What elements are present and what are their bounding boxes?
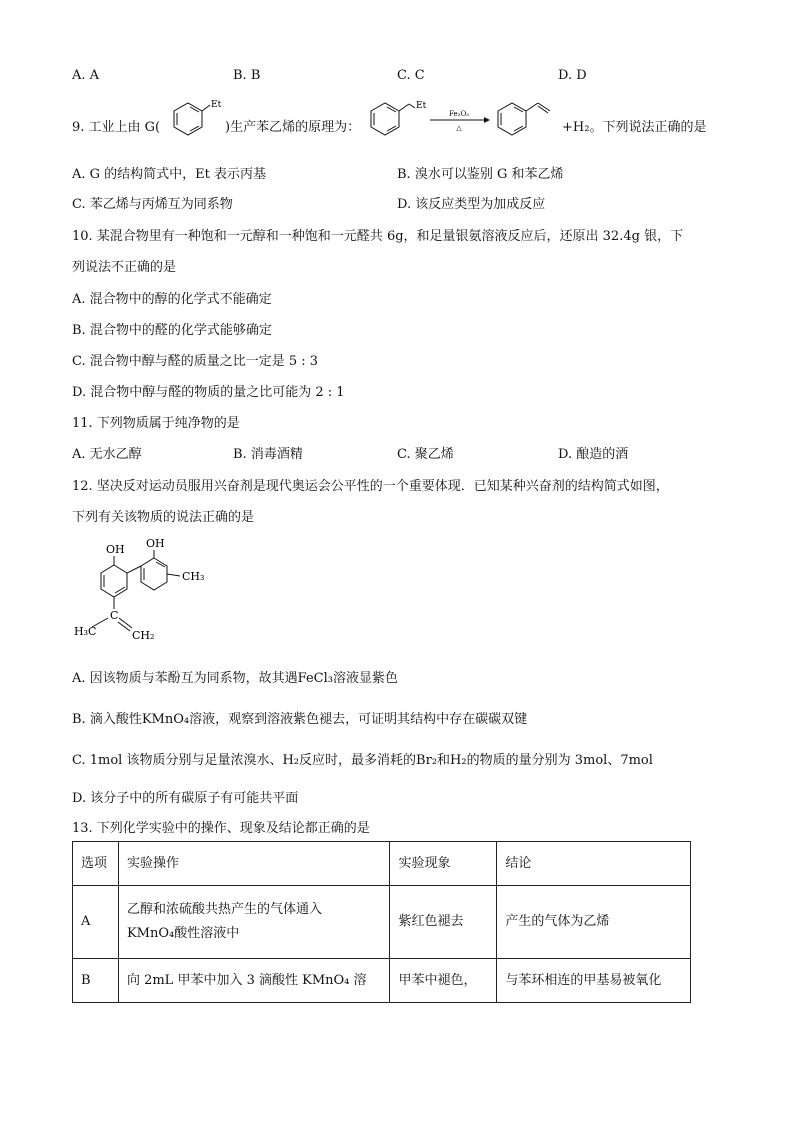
fecl3-formula: FeCl₃: [297, 671, 333, 686]
q9-middle: )生产苯乙烯的原理为：: [225, 120, 361, 135]
row-a-operation-line-2: KMnO₄酸性溶液中: [126, 926, 240, 941]
q12-option-c-and: 和: [437, 753, 451, 768]
stimulant-structure: [70, 535, 230, 647]
q12-option-c-post: 的物质的量分别为 3mol、7mol: [466, 753, 653, 768]
q12-option-c-mid: 反应时，最多消耗的: [299, 753, 417, 768]
q12-option-c-pre: C. 1mol 该物质分别与足量浓溴水、: [72, 753, 283, 768]
row-b-phenomenon: 甲苯中褪色，: [390, 959, 497, 1003]
q8-option-b: B. B: [233, 68, 261, 83]
q11-option-b: B. 消毒酒精: [233, 447, 303, 462]
kmno4-formula: KMnO₄: [141, 712, 190, 727]
row-a-phenomenon: 紫红色褪去: [390, 886, 497, 959]
oh-label-left: OH: [106, 543, 125, 556]
header-operation: 实验操作: [118, 842, 390, 886]
q10-option-d: D. 混合物中醇与醛的物质的量之比可能为 2 : 1: [72, 385, 345, 400]
q9-option-a: A. G 的结构简式中，Et 表示丙基: [72, 167, 267, 182]
q9-option-d: D. 该反应类型为加成反应: [397, 197, 546, 212]
q9-option-c: C. 苯乙烯与丙烯互为同系物: [72, 197, 233, 212]
table-header-row: [73, 842, 691, 886]
header-conclusion: 结论: [497, 842, 691, 886]
ch3-label: CH₃: [182, 570, 205, 583]
row-a-operation: [118, 886, 390, 959]
ethylbenzene-structure: [365, 97, 431, 145]
et-label-2: Et: [416, 101, 427, 111]
row-b-option: B: [73, 959, 119, 1003]
q11-option-a: A. 无水乙醇: [72, 447, 142, 462]
table-row: [73, 959, 691, 1003]
q9-prefix: 9. 工业上由 G(: [72, 120, 161, 135]
q12-stem-2: 下列有关该物质的说法正确的是: [72, 510, 255, 525]
row-a-option: A: [73, 886, 119, 959]
q13-stem: 13. 下列化学实验中的操作、现象及结论都正确的是: [72, 821, 370, 836]
q10-stem-1: 10. 某混合物里有一种饱和一元醇和一种饱和一元醛共 6g，和足量银氨溶液反应后，还原出 32.4g 银，下: [72, 229, 684, 244]
q11-stem: 11. 下列物质属于纯净物的是: [72, 416, 240, 431]
styrene-structure: [492, 97, 560, 145]
table-row: [73, 886, 691, 959]
row-b-conclusion: 与苯环相连的甲基易被氧化: [497, 959, 691, 1003]
row-b-operation: 向 2mL 甲苯中加入 3 滴酸性 KMnO₄ 溶: [118, 959, 390, 1003]
q8-option-c: C. C: [397, 68, 425, 83]
c-label: C: [110, 609, 119, 622]
q12-option-a-post: 溶液显紫色: [332, 671, 398, 686]
reaction-arrow: [428, 107, 490, 135]
q10-option-a: A. 混合物中的醇的化学式不能确定: [72, 292, 272, 307]
q8-option-d: D. D: [558, 68, 587, 83]
ch2-label: CH₂: [132, 629, 155, 642]
experiment-table: [72, 841, 691, 1003]
q12-option-b-post: 溶液，观察到溶液紫色褪去，可证明其结构中存在碳碳双键: [189, 712, 528, 727]
q9-stem: [0, 95, 794, 155]
q8-options: [0, 68, 794, 86]
oh-label-right: OH: [146, 537, 165, 550]
br2-formula: Br₂: [416, 753, 438, 768]
q12-option-d: D. 该分子中的所有碳原子有可能共平面: [72, 791, 299, 806]
header-option: 选项: [73, 842, 119, 886]
row-a-conclusion: 产生的气体为乙烯: [497, 886, 691, 959]
q12-option-b: [72, 708, 527, 727]
h2-formula: H₂: [282, 753, 300, 768]
q9-suffix: +H₂。下列说法正确的是: [562, 120, 707, 135]
q10-option-b: B. 混合物中的醛的化学式能够确定: [72, 323, 272, 338]
q11-option-c: C. 聚乙烯: [397, 447, 454, 462]
q12-stem-1: 12. 坚决反对运动员服用兴奋剂是现代奥运会公平性的一个重要体现．已知某种兴奋剂的结构简式如图，: [72, 479, 669, 494]
q12-option-c: [72, 749, 653, 768]
catalyst-label: Fe₂O₃: [449, 110, 469, 118]
et-label: Et: [211, 100, 222, 110]
q8-option-a: A. A: [72, 68, 100, 83]
heat-label: △: [456, 124, 462, 132]
q11-options: [0, 443, 794, 461]
q9-option-b: B. 溴水可以鉴别 G 和苯乙烯: [397, 167, 564, 182]
q12-option-a: [72, 667, 398, 686]
q11-option-d: D. 酿造的酒: [558, 447, 629, 462]
header-phenomenon: 实验现象: [390, 842, 497, 886]
h3c-label: H₃C: [74, 625, 97, 638]
q12-option-b-pre: B. 滴入酸性: [72, 712, 142, 727]
row-a-operation-line-1: 乙醇和浓硫酸共热产生的气体通入: [126, 902, 322, 917]
h2-formula-2: H₂: [450, 753, 467, 768]
ethylbenzene-structure-g: [154, 97, 226, 145]
q10-option-c: C. 混合物中醇与醛的质量之比一定是 5 : 3: [72, 354, 319, 369]
q10-stem-2: 列说法不正确的是: [72, 260, 177, 275]
q12-option-a-pre: A. 因该物质与苯酚互为同系物，故其遇: [72, 671, 298, 686]
